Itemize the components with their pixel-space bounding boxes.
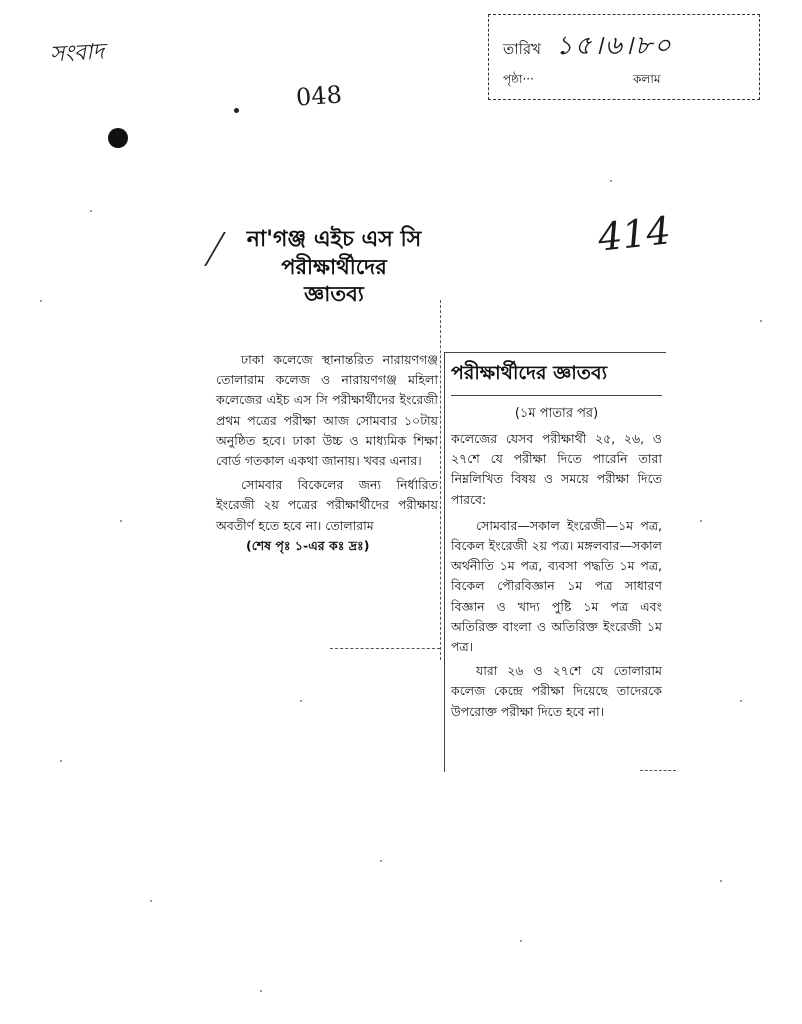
page-label: পৃষ্ঠা bbox=[503, 72, 523, 86]
left-paragraph-1: ঢাকা কলেজে স্থানান্তরিত নারায়ণগঞ্জ তোলারাম কলেজ ও নারায়ণগঞ্জ মহিলা কলেজের এইচ এস সি পরীক্ষার্থীদের ইংরেজী প্রথম পত্রের পরীক্ষা আজ সোমবার ১০টায় অনুষ্ঠিত হবে। ঢাকা উচ্চ ও মাধ্যমিক শিক্ষা বোর্ড গতকাল একথা জানায়। খবর এনার। bbox=[216, 352, 438, 469]
right-subhead: (১ম পাতার পর) bbox=[514, 406, 599, 421]
right-paragraph-2: সোমবার—সকাল ইংরেজী—১ম পত্র, বিকেল ইংরেজী ২য় পত্র। মঙ্গলবার—সকাল অর্থনীতি ১ম পত্র, ব্যবসা পদ্ধতি ১ম পত্র, বিকেল পৌরবিজ্ঞান ১ম পত্র সাধারণ বিজ্ঞান ও খাদ্য পুষ্টি ১ম পত্র এবং অতিরিক্ত বাংলা ও অতিরিক্ত ইংরেজী ১ম পত্র। bbox=[451, 517, 662, 655]
date-stamp: তারিখ ১৫।৬।৮০ পৃষ্ঠা··· কলাম bbox=[488, 14, 760, 100]
date-label: তারিখ bbox=[503, 40, 541, 58]
left-paragraph-2: সোমবার বিকেলের জন্য নির্ধারিত ইংরেজী ২য় পত্রের পরীক্ষার্থীদের পরীক্ষায় অবতীর্ণ হতে হবে না। তোলারাম bbox=[216, 477, 438, 533]
page-reference-handwritten: 048 bbox=[295, 80, 343, 112]
right-paragraph-3: যারা ২৬ ও ২৭শে যে তোলারাম কলেজ কেন্দ্রে পরীক্ষা দিয়েছে তাদেরকে উপরোক্ত পরীক্ষা দিতে হবে না। bbox=[451, 663, 662, 719]
left-continuation: (শেষ পৃঃ ১-এর কঃ দ্রঃ) bbox=[246, 537, 370, 553]
file-number-handwritten: 414 bbox=[595, 208, 673, 260]
right-headline: পরীক্ষার্থীদের জ্ঞাতব্য bbox=[451, 359, 662, 396]
left-headline-line2: পরীক্ষার্থীদের bbox=[281, 255, 387, 280]
date-value-handwritten: ১৫।৬।৮০ bbox=[555, 31, 673, 61]
column-label: কলাম bbox=[633, 72, 661, 86]
left-headline-line3: জ্ঞাতব্য bbox=[304, 282, 364, 307]
right-paragraph-1: কলেজের যেসব পরীক্ষার্থী ২৫, ২৬, ও ২৭শে যে পরীক্ষা দিতে পারেনি তারা নিম্নলিখিত বিষয় ও সময়ে পরীক্ষা দিতে পারবে: bbox=[451, 431, 662, 507]
newspaper-name-handwritten: সংবাদ bbox=[49, 39, 105, 68]
left-headline-line1: না'গঞ্জ এইচ এস সি bbox=[246, 227, 422, 252]
